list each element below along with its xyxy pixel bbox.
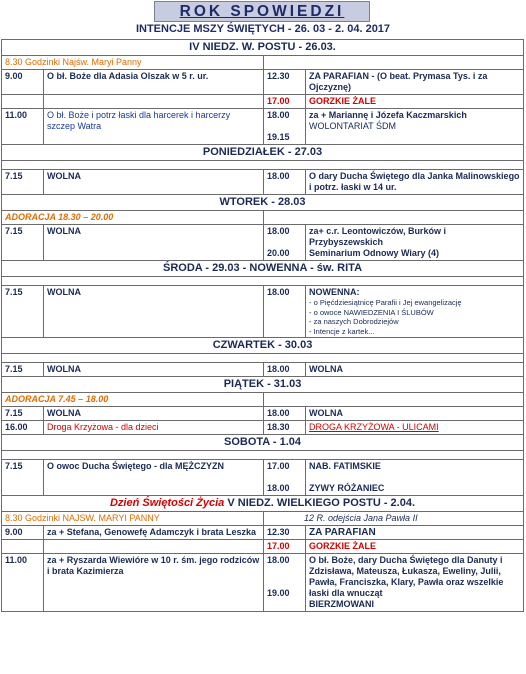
intention-cell: za + Stefana, Genowefę Adamczyk i brata Leszka [44, 526, 264, 540]
time-text: 20.00 [267, 248, 290, 258]
intention-cell: Droga Krzyżowa - dla dzieci [44, 421, 264, 435]
spacer-row [2, 277, 524, 286]
day-header-row [2, 338, 524, 354]
adoracja-label: ADORACJA 18.30 – 20.00 [2, 211, 264, 225]
intention-cell: ZA PARAFIAN [306, 526, 524, 540]
intention-text: NAB. FATIMSKIE [309, 461, 381, 471]
table-row [2, 56, 524, 70]
schedule-table [1, 39, 524, 612]
time-text: 19.15 [267, 132, 290, 142]
day-banner-monday: PONIEDZIAŁEK - 27.03 [2, 145, 524, 161]
nowenna-title: NOWENNA: [309, 287, 360, 297]
gorzkie-zale-label: GORZKIE ŻALE [306, 95, 524, 109]
gorzkie-zale-label: GORZKIE ŻALE [306, 540, 524, 554]
empty-cell [2, 95, 44, 109]
adoracja-label: ADORACJA 7.45 – 18.00 [2, 393, 264, 407]
day-header-row [2, 377, 524, 393]
time-cell: 11.00 [2, 109, 44, 145]
time-cell: 11.00 [2, 554, 44, 612]
intention-cell: WOLNA [306, 407, 524, 421]
day-banner-thursday: CZWARTEK - 30.03 [2, 338, 524, 354]
time-text: 18.00 [267, 226, 290, 236]
intention-text: BIERZMOWANI [309, 599, 374, 609]
time-cell: 9.00 [2, 70, 44, 95]
day-header-row [2, 435, 524, 451]
time-text: 17.00 [267, 461, 290, 471]
page-title: ROK SPOWIEDZI [154, 1, 370, 22]
time-text: 18.00 [267, 110, 290, 120]
intention-cell: WOLNA [44, 225, 264, 261]
empty-cell [44, 540, 264, 554]
table-row [2, 225, 524, 261]
intention-text: ZYWY RÓŻANIEC [309, 483, 385, 493]
table-row [2, 170, 524, 195]
intention-text: WOLONTARIAT ŚDM [309, 121, 397, 131]
time-cell: 18.00 [264, 407, 306, 421]
time-text: 19.00 [267, 588, 290, 598]
day-banner-saturday: SOBOTA - 1.04 [2, 435, 524, 451]
banner-text: V NIEDZ. WIELKIEGO POSTU - 2.04. [227, 497, 416, 509]
empty-cell [264, 211, 524, 225]
intention-cell: DROGA KRZYŻOWA - ULICAMI [306, 421, 524, 435]
table-row [2, 286, 524, 338]
nowenna-item: - za naszych Dobrodziejów [309, 317, 399, 326]
table-row [2, 393, 524, 407]
table-row [2, 421, 524, 435]
intention-cell: O owoc Ducha Świętego - dla MĘŻCZYZN [44, 460, 264, 496]
spacer-row [2, 161, 524, 170]
intention-cell: O bł. Boże i potrz łaski dla harcerek i harcerzy szczep Watra [44, 109, 264, 145]
nowenna-cell [306, 286, 524, 338]
empty-cell [264, 56, 524, 70]
intention-cell: WOLNA [44, 170, 264, 195]
intention-text: O bł. Boże, dary Ducha Świętego dla Danuty i Zdzisława, Mateusza, Łukasza, Eweliny, Julii, Pawła, Franciszka, Klary, Pawła oraz wszelkie łaski dla wnucząt [309, 555, 504, 598]
day-banner-sunday-2 [2, 496, 524, 512]
day-header-row [2, 496, 524, 512]
intention-text: za + Mariannę i Józefa Kaczmarskich [309, 110, 467, 120]
time-cell: 18.30 [264, 421, 306, 435]
time-cell: 7.15 [2, 286, 44, 338]
intention-cell [306, 554, 524, 612]
table-row [2, 540, 524, 554]
intention-text: Seminarium Odnowy Wiary (4) [309, 248, 439, 258]
table-row [2, 512, 524, 526]
time-cell: 7.15 [2, 363, 44, 377]
table-row [2, 95, 524, 109]
banner-red-text: Dzień Świętości Życia [109, 497, 225, 509]
nowenna-item: - o Pięćdziesiątnicę Parafii i Jej ewangelizację [309, 298, 462, 307]
intention-cell: WOLNA [44, 286, 264, 338]
time-cell: 18.00 [264, 170, 306, 195]
day-banner-sunday-1: IV NIEDZ. W. POSTU - 26.03. [2, 40, 524, 56]
intention-cell: WOLNA [306, 363, 524, 377]
intention-cell: O dary Ducha Świętego dla Janka Malinowskiego i potrz. łaski w 14 ur. [306, 170, 524, 195]
time-cell: 17.00 [264, 95, 306, 109]
intention-cell: za + Ryszarda Wiewióre w 10 r. śm. jego rodziców i brata Kazimierza [44, 554, 264, 612]
day-header-row [2, 40, 524, 56]
nowenna-item: - Intencje z kartek... [309, 326, 375, 336]
time-cell [264, 554, 306, 612]
day-header-row [2, 195, 524, 211]
table-row [2, 211, 524, 225]
intention-cell: O bł. Boże dla Adasia Olszak w 5 r. ur. [44, 70, 264, 95]
intention-cell [306, 109, 524, 145]
time-cell: 16.00 [2, 421, 44, 435]
header [0, 0, 526, 38]
intention-cell: WOLNA [44, 407, 264, 421]
time-cell: 7.15 [2, 170, 44, 195]
page-subtitle: INTENCJE MSZY ŚWIĘTYCH - 26. 03 - 2. 04. 2017 [135, 23, 391, 35]
spacer-row [2, 451, 524, 460]
table-row [2, 109, 524, 145]
spacer-row [2, 354, 524, 363]
time-text: 18.00 [267, 483, 290, 493]
table-row [2, 70, 524, 95]
day-banner-friday: PIĄTEK - 31.03 [2, 377, 524, 393]
time-cell [264, 225, 306, 261]
table-row [2, 460, 524, 496]
empty-cell [264, 393, 524, 407]
intention-cell [306, 225, 524, 261]
time-cell [264, 109, 306, 145]
time-cell: 18.00 [264, 363, 306, 377]
time-text: 18.00 [267, 555, 290, 565]
time-cell [264, 460, 306, 496]
time-cell: 7.15 [2, 460, 44, 496]
intention-cell [306, 460, 524, 496]
empty-cell [44, 95, 264, 109]
time-cell: 7.15 [2, 407, 44, 421]
time-cell: 18.00 [264, 286, 306, 338]
time-cell: 12.30 [264, 526, 306, 540]
time-cell: 7.15 [2, 225, 44, 261]
godzinki-label: 8.30 Godzinki Najśw. Maryi Panny [2, 56, 264, 70]
table-row [2, 554, 524, 612]
day-banner-wednesday: ŚRODA - 29.03 - NOWENNA - św. RITA [2, 261, 524, 277]
nowenna-item: - o owoce NAWIEDZENIA I ŚLUBÓW [309, 307, 434, 317]
table-row [2, 363, 524, 377]
table-row [2, 407, 524, 421]
time-cell: 17.00 [264, 540, 306, 554]
empty-cell [2, 540, 44, 554]
day-banner-tuesday: WTOREK - 28.03 [2, 195, 524, 211]
day-header-row [2, 145, 524, 161]
table-row [2, 526, 524, 540]
rocznica-label: 12 R. odejścia Jana Pawła II [264, 512, 524, 526]
intention-cell: WOLNA [44, 363, 264, 377]
time-cell: 9.00 [2, 526, 44, 540]
time-cell: 12.30 [264, 70, 306, 95]
godzinki-label: 8.30 Godzinki NAJSW. MARYI PANNY [2, 512, 264, 526]
day-header-row [2, 261, 524, 277]
intention-text: za+ c.r. Leontowiczów, Burków i Przybyszewskich [309, 226, 446, 247]
intention-cell: ZA PARAFIAN - (O beat. Prymasa Tys. i za Ojczyznę) [306, 70, 524, 95]
